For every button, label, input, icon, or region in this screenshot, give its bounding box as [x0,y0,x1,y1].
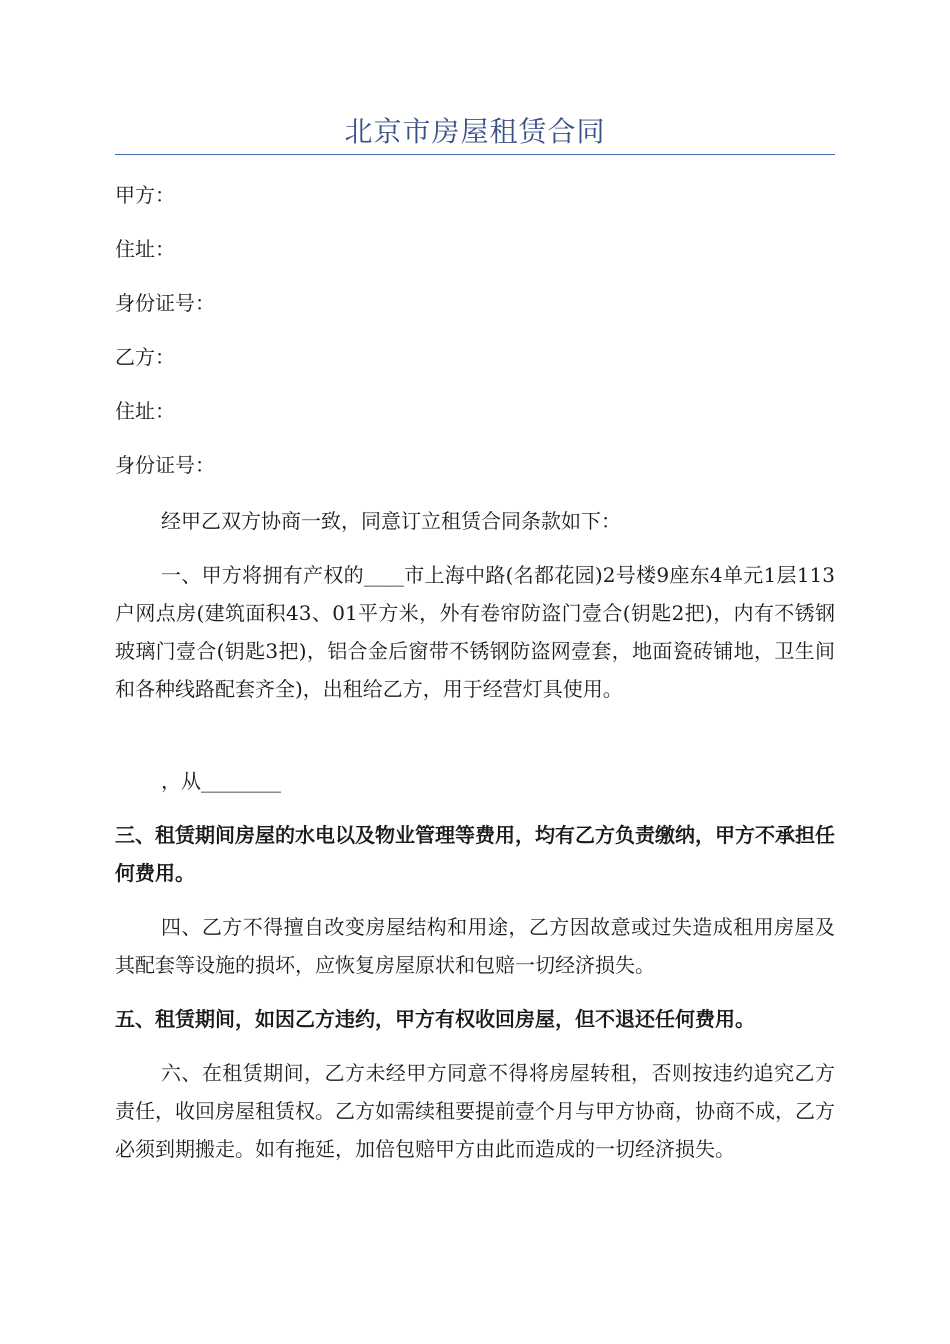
title-underline [115,154,835,155]
document-title: 北京市房屋租赁合同 [344,115,606,148]
clause-6-paragraph: 六、在租赁期间，乙方未经甲方同意不得将房屋转租，否则按违约追究乙方责任，收回房屋租赁权。乙方如需续租要提前壹个月与甲方协商，协商不成，乙方必须到期搬走。如有拖延，加倍包赔甲方由此而造成的一切经济损失。 [115,1061,835,1161]
clause-2-fragment: ，从________ [161,769,281,793]
clause-4-paragraph: 四、乙方不得擅自改变房屋结构和用途，乙方因故意或过失造成租用房屋及其配套等设施的损坏，应恢复房屋原状和包赔一切经济损失。 [115,915,835,977]
party-a-label: 甲方： [115,183,175,207]
clause-1-paragraph: 一、甲方将拥有产权的____市上海中路(名都花园)2号楼9座东4单元1层113户网点房(建筑面积43、01平方米，外有卷帘防盗门壹合(钥匙2把)，内有不锈钢玻璃门壹合(钥匙3把)，铝合金后窗带不锈钢防盗网壹套，地面瓷砖铺地，卫生间和各种线路配套齐全)，出租给乙方，用于经营灯具使用。 [115,563,835,701]
clause-5-paragraph: 五、租赁期间，如因乙方违约，甲方有权收回房屋，但不退还任何费用。 [115,1007,755,1031]
party-a-id-label: 身份证号： [115,291,215,315]
clause-3-paragraph: 三、租赁期间房屋的水电以及物业管理等费用，均有乙方负责缴纳，甲方不承担任何费用。 [115,823,835,885]
party-b-address-label: 住址： [115,399,175,423]
party-b-id-label: 身份证号： [115,453,215,477]
party-b-label: 乙方： [115,345,175,369]
party-a-address-label: 住址： [115,237,175,261]
intro-paragraph: 经甲乙双方协商一致，同意订立租赁合同条款如下： [161,509,621,533]
